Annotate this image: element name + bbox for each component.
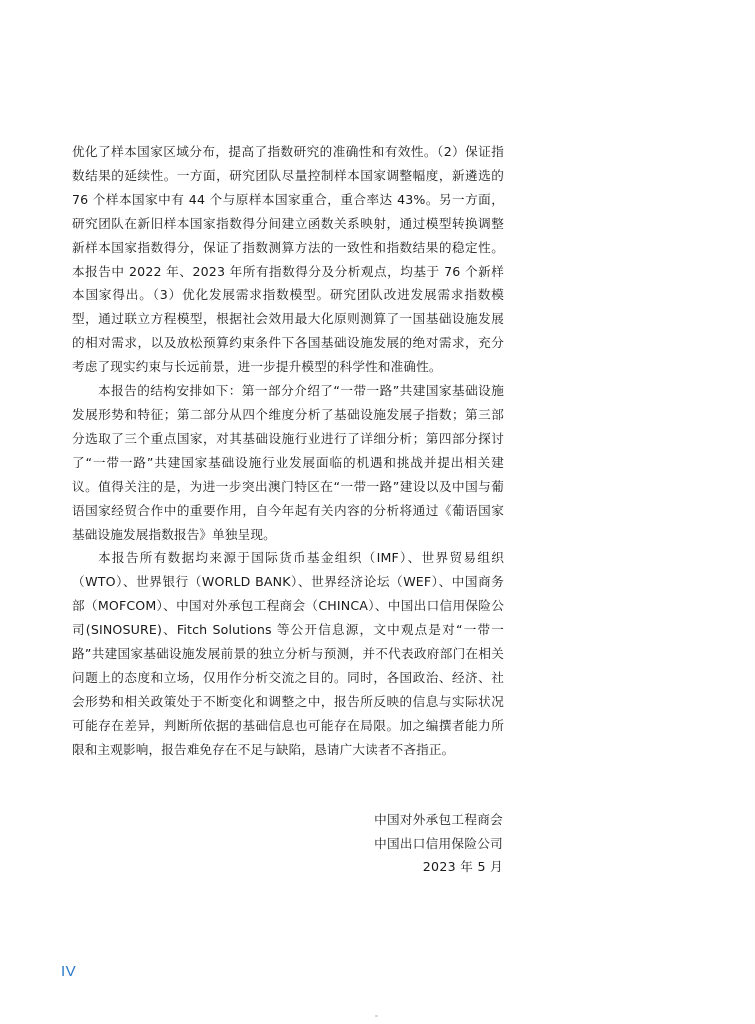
- paragraph-structure: 本报告的结构安排如下：第一部分介绍了“一带一路”共建国家基础设施发展形势和特征；第二部分从四个维度分析了基础设施发展子指数；第三部分选取了三个重点国家，对其基础设施行业进行了详细分析；第四部分探讨了“一带一路”共建国家基础设施行业发展面临的机遇和挑战并提出相关建议。值得关注的是，为进一步突出澳门特区在“一带一路”建设以及中国与葡语国家经贸合作中的重要作用，自今年起有关内容的分析将通过《葡语国家基础设施发展指数报告》单独呈现。: [72, 383, 504, 542]
- paragraph-data-sources: 本报告所有数据均来源于国际货币基金组织（IMF）、世界贸易组织（WTO）、世界银行（WORLD BANK）、世界经济论坛（WEF）、中国商务部（MOFCOM）、中国对外承包工程商会（CHINCA）、中国出口信用保险公司(SINOSURE)、Fitch Solutions 等公开信息源，文中观点是对“一带一路”共建国家基础设施发展前景的独立分析与预测，并不代表政府部门在相关问题上的态度和立场，仅用作分析交流之目的。同时，各国政治、经济、社会形势和相关政策处于不断变化和调整之中，报告所反映的信息与实际状况可能存在差异，判断所依据的基础信息也可能存在局限。加之编撰者能力所限和主观影响，报告难免存在不足与缺陷，恳请广大读者不吝指正。: [72, 550, 504, 757]
- paragraph-methodology: 优化了样本国家区域分布，提高了指数研究的准确性和有效性。（2）保证指数结果的延续性。一方面，研究团队尽量控制样本国家调整幅度，新遴选的 76 个样本国家中有 44 个与原样本国家重合，重合率达 43%。另一方面，研究团队在新旧样本国家指数得分间建立函数关系映射，通过模型转换调整新样本国家指数得分，保证了指数测算方法的一致性和指数结果的稳定性。本报告中 2022 年、2023 年所有指数得分及分析观点，均基于 76 个新样本国家得出。（3）优化发展需求指数模型。研究团队改进发展需求指数模型，通过联立方程模型，根据社会效用最大化原则测算了一国基础设施发展的相对需求，以及放松预算约束条件下各国基础设施发展的绝对需求，充分考虑了现实约束与长远前景，进一步提升模型的科学性和准确性。: [72, 144, 504, 375]
- signature-org-sinosure: 中国出口信用保险公司: [374, 835, 503, 851]
- page-number: IV: [61, 963, 77, 980]
- signature-org-chinca: 中国对外承包工程商会: [374, 812, 503, 827]
- signature-date: 2023 年 5 月: [422, 859, 503, 874]
- body-text: [72, 140, 504, 762]
- signature-block: [374, 808, 503, 879]
- footer-mark: [375, 1015, 378, 1017]
